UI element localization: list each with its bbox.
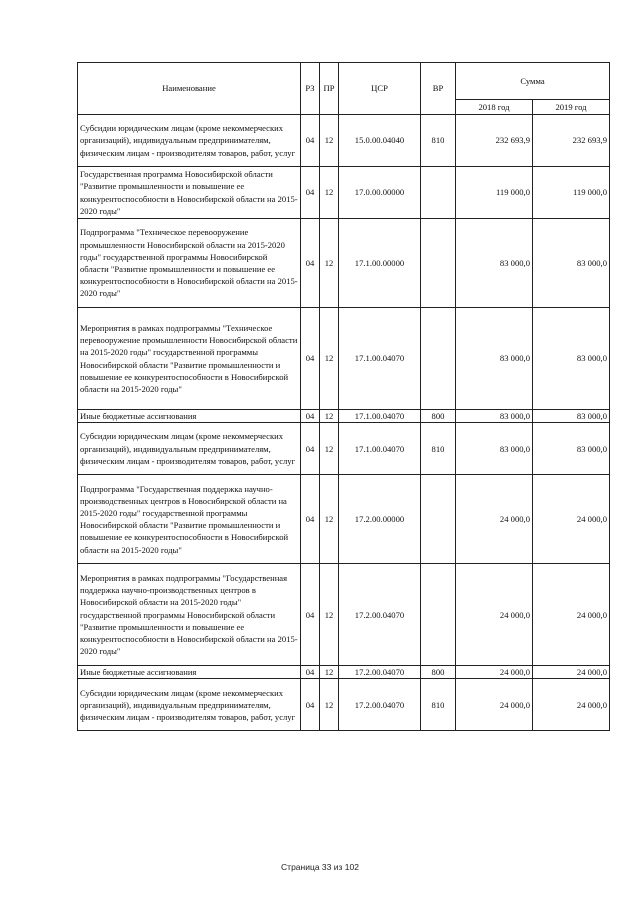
row-name-cell: Мероприятия в рамках подпрограммы "Государственная поддержка научно-производственных центров в Новосибирской области на 2015-2020 годы" государственной программы Новосибирской области "Развитие промышленности и повышение ее конкурентоспособности в Новосибирской области на 2015-2020 годы" bbox=[78, 564, 301, 666]
row-amount-2018: 24 000,0 bbox=[456, 679, 533, 731]
row-name-cell: Подпрограмма "Техническое перевооружение промышленности Новосибирской области на 2015-2020 годы" государственной программы Новосибирской области "Развитие промышленности и повышение ее конкурентоспособности в Новосибирской области на 2015-2020 годы" bbox=[78, 219, 301, 308]
table-row bbox=[78, 666, 610, 679]
row-vr-cell bbox=[421, 308, 456, 410]
row-amount-2019: 232 693,9 bbox=[533, 115, 610, 167]
row-vr-cell bbox=[421, 564, 456, 666]
row-vr-cell: 800 bbox=[421, 666, 456, 679]
row-rz-cell: 04 bbox=[301, 423, 320, 475]
row-vr-cell bbox=[421, 167, 456, 219]
row-rz-cell: 04 bbox=[301, 679, 320, 731]
row-amount-2018: 232 693,9 bbox=[456, 115, 533, 167]
header-year-2018: 2018 год bbox=[456, 100, 533, 115]
header-vr: ВР bbox=[421, 63, 456, 115]
row-amount-2018: 83 000,0 bbox=[456, 308, 533, 410]
table-row bbox=[78, 423, 610, 475]
row-pr-cell: 12 bbox=[320, 679, 339, 731]
row-name-cell: Иные бюджетные ассигнования bbox=[78, 666, 301, 679]
row-name-cell: Субсидии юридическим лицам (кроме некоммерческих организаций), индивидуальным предпринимателям, физическим лицам - производителям товаров, работ, услуг bbox=[78, 679, 301, 731]
header-csr: ЦСР bbox=[339, 63, 421, 115]
row-rz-cell: 04 bbox=[301, 410, 320, 423]
budget-table bbox=[77, 62, 610, 731]
row-amount-2019: 24 000,0 bbox=[533, 666, 610, 679]
table-row bbox=[78, 475, 610, 564]
row-vr-cell bbox=[421, 475, 456, 564]
row-csr-cell: 17.2.00.04070 bbox=[339, 666, 421, 679]
row-amount-2018: 24 000,0 bbox=[456, 564, 533, 666]
row-amount-2019: 24 000,0 bbox=[533, 475, 610, 564]
row-vr-cell bbox=[421, 219, 456, 308]
table-row bbox=[78, 679, 610, 731]
row-amount-2018: 83 000,0 bbox=[456, 423, 533, 475]
row-csr-cell: 17.1.00.04070 bbox=[339, 308, 421, 410]
row-pr-cell: 12 bbox=[320, 308, 339, 410]
row-name-cell: Мероприятия в рамках подпрограммы "Техническое перевооружение промышленности Новосибирской области на 2015-2020 годы" государственной программы Новосибирской области "Развитие промышленности и повышение ее конкурентоспособности в Новосибирской области на 2015-2020 годы" bbox=[78, 308, 301, 410]
row-pr-cell: 12 bbox=[320, 666, 339, 679]
page-footer: Страница 33 из 102 bbox=[281, 862, 359, 872]
row-amount-2019: 24 000,0 bbox=[533, 679, 610, 731]
header-rz: РЗ bbox=[301, 63, 320, 115]
row-amount-2018: 24 000,0 bbox=[456, 475, 533, 564]
row-rz-cell: 04 bbox=[301, 308, 320, 410]
row-amount-2019: 83 000,0 bbox=[533, 410, 610, 423]
row-pr-cell: 12 bbox=[320, 564, 339, 666]
row-vr-cell: 810 bbox=[421, 423, 456, 475]
header-name: Наименование bbox=[78, 63, 301, 115]
table-row bbox=[78, 115, 610, 167]
row-amount-2019: 83 000,0 bbox=[533, 423, 610, 475]
row-vr-cell: 800 bbox=[421, 410, 456, 423]
header-year-2019: 2019 год bbox=[533, 100, 610, 115]
row-amount-2018: 119 000,0 bbox=[456, 167, 533, 219]
row-name-cell: Подпрограмма "Государственная поддержка научно-производственных центров в Новосибирской области на 2015-2020 годы" государственной программы Новосибирской области "Развитие промышленности и повышение ее конкурентоспособности в Новосибирской области на 2015-2020 годы" bbox=[78, 475, 301, 564]
row-amount-2018: 83 000,0 bbox=[456, 410, 533, 423]
row-vr-cell: 810 bbox=[421, 679, 456, 731]
row-rz-cell: 04 bbox=[301, 666, 320, 679]
table-row bbox=[78, 308, 610, 410]
row-csr-cell: 17.1.00.00000 bbox=[339, 219, 421, 308]
header-pr: ПР bbox=[320, 63, 339, 115]
row-name-cell: Государственная программа Новосибирской области "Развитие промышленности и повышение ее конкурентоспособности в Новосибирской области на 2015-2020 годы" bbox=[78, 167, 301, 219]
row-pr-cell: 12 bbox=[320, 219, 339, 308]
row-name-cell: Субсидии юридическим лицам (кроме некоммерческих организаций), индивидуальным предпринимателям, физическим лицам - производителям товаров, работ, услуг bbox=[78, 115, 301, 167]
row-csr-cell: 17.0.00.00000 bbox=[339, 167, 421, 219]
row-vr-cell: 810 bbox=[421, 115, 456, 167]
row-amount-2018: 83 000,0 bbox=[456, 219, 533, 308]
row-rz-cell: 04 bbox=[301, 475, 320, 564]
header-sum: Сумма bbox=[456, 63, 610, 100]
row-pr-cell: 12 bbox=[320, 423, 339, 475]
row-csr-cell: 17.2.00.04070 bbox=[339, 679, 421, 731]
row-csr-cell: 17.1.00.04070 bbox=[339, 410, 421, 423]
row-rz-cell: 04 bbox=[301, 219, 320, 308]
row-rz-cell: 04 bbox=[301, 115, 320, 167]
row-amount-2019: 24 000,0 bbox=[533, 564, 610, 666]
row-pr-cell: 12 bbox=[320, 410, 339, 423]
table-row bbox=[78, 564, 610, 666]
row-csr-cell: 17.1.00.04070 bbox=[339, 423, 421, 475]
row-pr-cell: 12 bbox=[320, 475, 339, 564]
table-body bbox=[78, 115, 610, 731]
row-amount-2019: 83 000,0 bbox=[533, 219, 610, 308]
row-amount-2018: 24 000,0 bbox=[456, 666, 533, 679]
row-csr-cell: 15.0.00.04040 bbox=[339, 115, 421, 167]
row-csr-cell: 17.2.00.00000 bbox=[339, 475, 421, 564]
row-name-cell: Субсидии юридическим лицам (кроме некоммерческих организаций), индивидуальным предпринимателям, физическим лицам - производителям товаров, работ, услуг bbox=[78, 423, 301, 475]
row-pr-cell: 12 bbox=[320, 115, 339, 167]
row-amount-2019: 119 000,0 bbox=[533, 167, 610, 219]
table-row bbox=[78, 410, 610, 423]
table-row bbox=[78, 167, 610, 219]
table-row bbox=[78, 219, 610, 308]
row-pr-cell: 12 bbox=[320, 167, 339, 219]
row-amount-2019: 83 000,0 bbox=[533, 308, 610, 410]
row-csr-cell: 17.2.00.04070 bbox=[339, 564, 421, 666]
row-name-cell: Иные бюджетные ассигнования bbox=[78, 410, 301, 423]
row-rz-cell: 04 bbox=[301, 564, 320, 666]
row-rz-cell: 04 bbox=[301, 167, 320, 219]
